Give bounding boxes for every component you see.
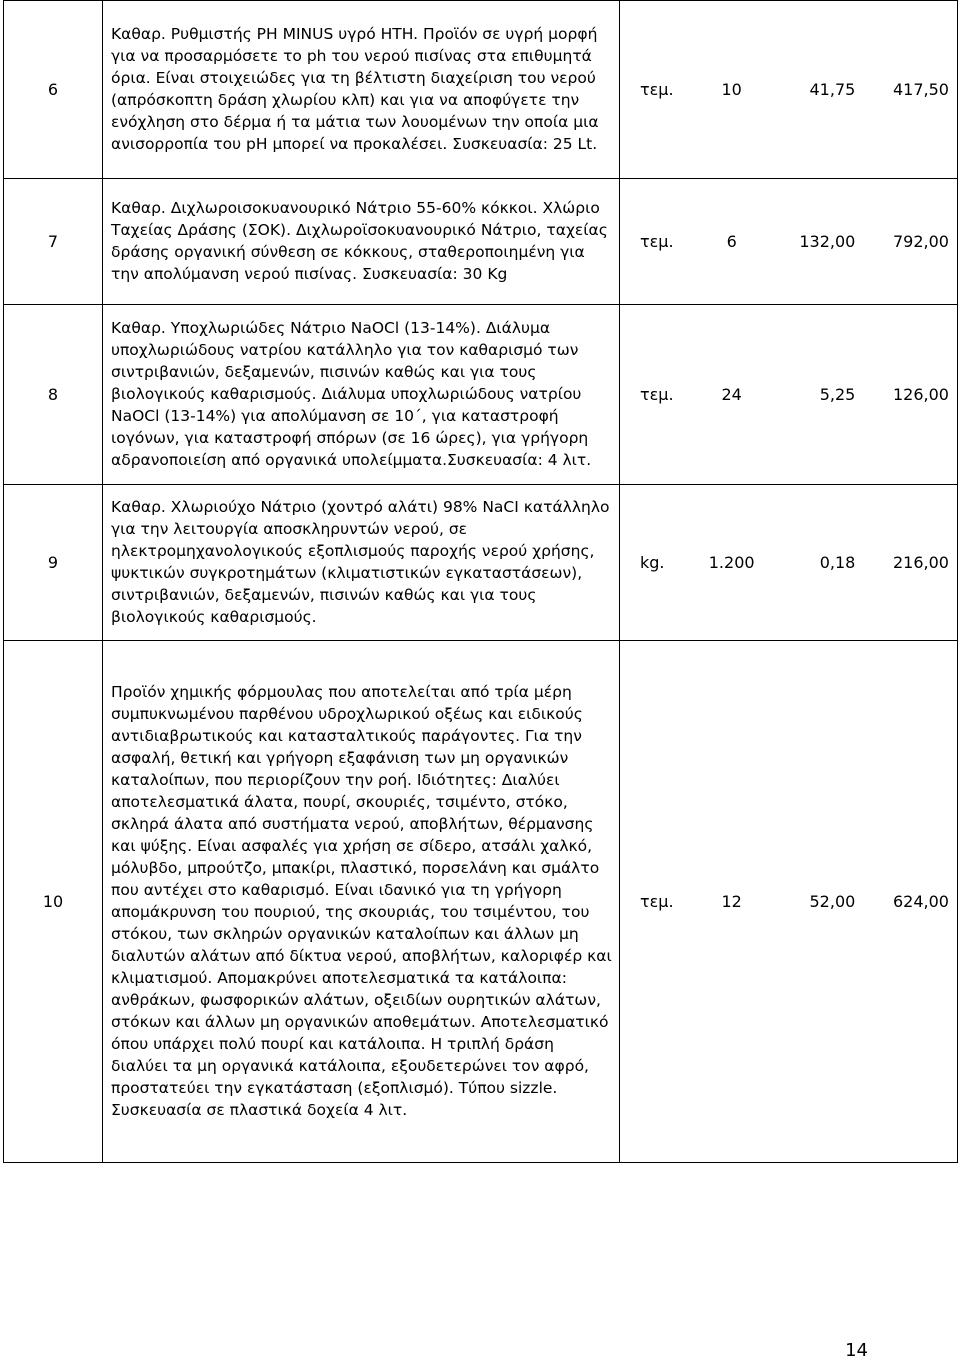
total-cell: 792,00 bbox=[892, 232, 949, 251]
row-number: 7 bbox=[4, 179, 103, 305]
table-row bbox=[4, 485, 958, 641]
unit-price-cell: 132,00 bbox=[799, 232, 856, 251]
item-description bbox=[103, 485, 620, 641]
unit-cell: τεμ. bbox=[640, 232, 674, 251]
row-number: 6 bbox=[4, 1, 103, 179]
table-row bbox=[4, 1, 958, 179]
total-cell: 216,00 bbox=[892, 553, 949, 572]
table-row bbox=[4, 305, 958, 485]
row-number: 10 bbox=[4, 641, 103, 1163]
unit-price-cell: 41,75 bbox=[809, 80, 856, 99]
item-description bbox=[103, 305, 620, 485]
table-row bbox=[4, 641, 958, 1163]
table-row bbox=[4, 179, 958, 305]
description-text: Καθαρ. Ρυθμιστής PH MINUS υγρό HTH. Προϊόν σε υγρή μορφή για να προσαρμόσετε το ph του νερού πισίνας στα επιθυμητά όρια. Είναι στοιχειώδες για τη βέλτιστη διαχείριση του νερού (απρόσκοπτη δράση χλωρίου κλπ) και για να αποφύγετε την ενόχληση στο δέρμα ή τα μάτια των λουομένων την οποία μια ανισορροπία του pH μπορεί να προκαλέσει. Συσκευασία: 25 Lt. bbox=[111, 24, 599, 153]
description-text: Καθαρ. Διχλωροισοκυανουρικό Νάτριο 55-60% κόκκοι. Χλώριο Ταχείας Δράσης (ΣΟΚ). Διχλωροϊσοκυανουρικό Νάτριο, ταχείας δράσης οργανική σύνθεση σε κόκκους, σταθεροποιημένη για την απολύμανση νερού πισίνας. Συσκευασία: 30 Kg bbox=[111, 198, 608, 283]
unit-price-cell: 5,25 bbox=[819, 385, 856, 404]
total-cell: 417,50 bbox=[892, 80, 949, 99]
quantity-cell: 12 bbox=[721, 892, 742, 911]
item-description bbox=[103, 1, 620, 179]
item-description bbox=[103, 641, 620, 1163]
item-description bbox=[103, 179, 620, 305]
unit-cell: τεμ. bbox=[640, 385, 674, 404]
total-cell: 624,00 bbox=[892, 892, 949, 911]
description-text: Καθαρ. Χλωριούχο Νάτριο (χοντρό αλάτι) 98% NaCI κατάλληλο για την λειτουργία αποσκληρυντών νερού, σε ηλεκτρομηχανολογικούς εξοπλισμούς παροχής νερού χρήσης, ψυκτικών συγκροτημάτων (κλιματιστικών εγκαταστάσεων), σιντριβανιών, δεξαμενών, πισινών καθώς και για τους βιολογικούς καθαρισμούς. bbox=[111, 497, 610, 626]
item-figures bbox=[620, 179, 958, 305]
page-number: 14 bbox=[845, 1340, 868, 1361]
unit-price-cell: 52,00 bbox=[809, 892, 856, 911]
quantity-cell: 24 bbox=[721, 385, 742, 404]
quantity-cell: 10 bbox=[721, 80, 742, 99]
description-text: Προϊόν χημικής φόρμουλας που αποτελείται από τρία μέρη συμπυκνωμένου παρθένου υδροχλωρικού οξέως και ειδικούς αντιδιαβρωτικούς και κατασταλτικούς παράγοντες. Για την ασφαλή, θετική και γρήγορη εξαφάνιση των μη οργανικών καταλοίπων, που περιορίζουν την ροή. Ιδιότητες: Διαλύει αποτελεσματικά άλατα, πουρί, σκουριές, τσιμέντο, στόκο, σκληρά άλατα από συστήματα νερού, αποβλήτων, θέρμανσης και ψύξης. Είναι ασφαλές για χρήση σε σίδερο, ατσάλι χαλκό, μόλυβδο, μπρούτζο, μπακίρι, πλαστικό, πορσελάνη και σμάλτο που αντέχει στο καθαρισμό. Είναι ιδανικό για τη γρήγορη απομάκρυνση του πουριού, της σκουριάς, του τσιμέντου, του στόκου, των σκληρών οργανικών καταλοίπων και άλλων μη διαλυτών αλάτων από δίκτυα νερού, αποβλήτων, καλοριφέρ και κλιματισμού. Απομακρύνει αποτελεσματικά τα κατάλοιπα: ανθράκων, φωσφορικών αλάτων, οξειδίων ουρητικών αλάτων, στόκων και άλλων μη οργανικών αποθεμάτων. Αποτελεσματικό όπου υπάρχει πολύ πουρί και κατάλοιπα. Η τριπλή δράση διαλύει τα μη οργανικά κατάλοιπα, εξουδετερώνει τον αφρό, προστατεύει την εγκατάσταση (εξοπλισμό). Τύπου sizzle. Συσκευασία σε πλαστικά δοχεία 4 λιτ. bbox=[111, 682, 612, 1119]
items-sheet bbox=[3, 0, 957, 1163]
unit-price-cell: 0,18 bbox=[819, 553, 856, 572]
unit-cell: τεμ. bbox=[640, 80, 674, 99]
row-number: 8 bbox=[4, 305, 103, 485]
unit-cell: τεμ. bbox=[640, 892, 674, 911]
item-figures bbox=[620, 641, 958, 1163]
item-figures bbox=[620, 485, 958, 641]
items-table bbox=[3, 0, 958, 1163]
unit-cell: kg. bbox=[640, 553, 665, 572]
description-text: Καθαρ. Υποχλωριώδες Νάτριο NaOCl (13-14%). Διάλυμα υποχλωριώδους νατρίου κατάλληλο για τον καθαρισμό των σιντριβανιών, δεξαμενών, πισινών καθώς και για τους βιολογικούς καθαρισμούς. Διάλυμα υποχλωριώδους νατρίου NaOCl (13-14%) για απολύμανση σε 10΄, για καταστροφή ιογόνων, για καταστροφή σπόρων (σε 16 ώρες), για γρήγορη αδρανοποιείση από οργανικά υπολείμματα.Συσκευασία: 4 λιτ. bbox=[111, 318, 592, 469]
item-figures bbox=[620, 305, 958, 485]
quantity-cell: 6 bbox=[726, 232, 737, 251]
quantity-cell: 1.200 bbox=[708, 553, 755, 572]
row-number: 9 bbox=[4, 485, 103, 641]
item-figures bbox=[620, 1, 958, 179]
total-cell: 126,00 bbox=[892, 385, 949, 404]
